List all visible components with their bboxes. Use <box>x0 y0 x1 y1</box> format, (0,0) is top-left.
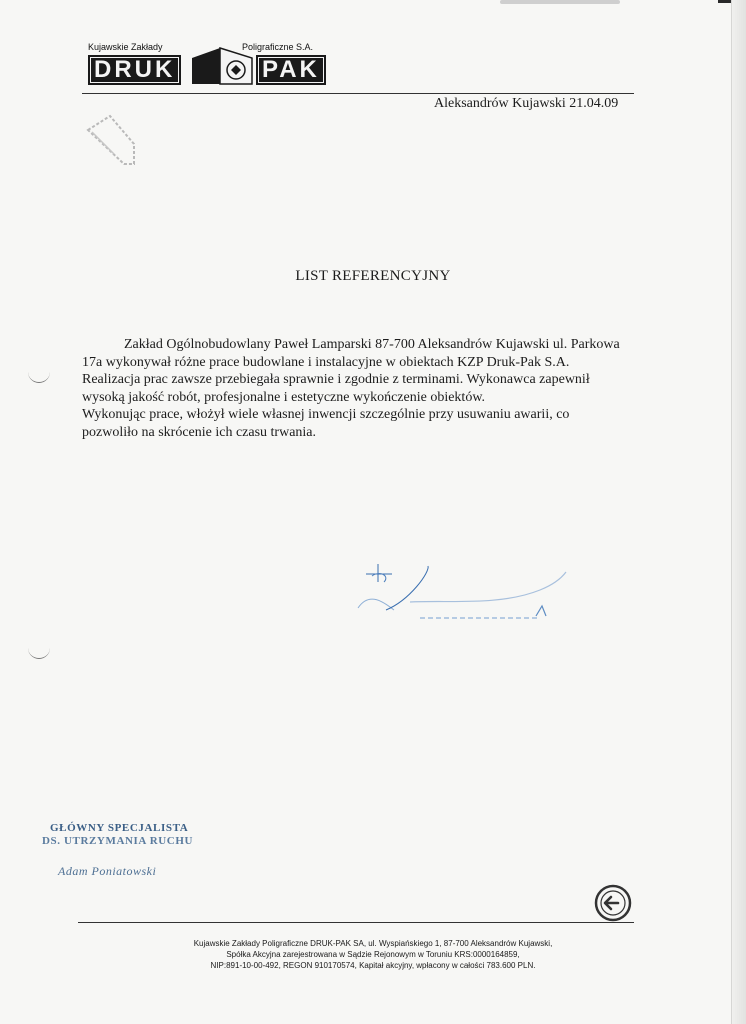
faint-diamond-stamp-icon <box>74 110 144 170</box>
header-divider <box>82 93 634 94</box>
stamp-title-line: GŁÓWNY SPECJALISTA <box>50 822 189 834</box>
punch-hole-mark <box>28 646 50 659</box>
logo-pak-word: PAK <box>256 55 326 85</box>
logo-emblem-icon <box>190 44 254 88</box>
scan-shadow <box>500 0 620 4</box>
body-paragraph: Realizacja prac zawsze przebiegała sprawnie i zgodnie z terminami. Wykonawca zapewnił wysoką jakość robót, profesjonalne i estetyczne wykończenie obiektów. <box>82 372 590 405</box>
logo-top-left-text: Kujawskie Zakłady <box>88 42 163 52</box>
company-logo <box>86 42 326 88</box>
stamp-department-line: DS. UTRZYMANIA RUCHU <box>42 835 194 847</box>
stamp-person-name: Adam Poniatowski <box>58 864 157 878</box>
punch-hole-mark <box>28 370 50 383</box>
body-paragraph: Zakład Ogólnobudowlany Paweł Lamparski 87-700 Aleksandrów Kujawski ul. Parkowa 17a wykonywał różne prace budowlane i instalacyjne w obiektach KZP Druk-Pak S.A. <box>82 337 620 370</box>
handwritten-signature <box>350 560 610 630</box>
letter-body <box>82 336 622 441</box>
body-paragraph: Wykonując prace, włożył wiele własnej inwencji szczególnie przy usuwaniu awarii, co pozwoliło na skrócenie ich czasu trwania. <box>82 407 570 440</box>
footer-line: Spółka Akcyjna zarejestrowana w Sądzie Rejonowym w Toruniu KRS:0000164859, <box>226 950 520 959</box>
scan-page-edge <box>731 0 746 1024</box>
company-footer <box>0 938 746 971</box>
place-and-date: Aleksandrów Kujawski 21.04.09 <box>434 96 619 111</box>
circled-left-arrow-icon[interactable] <box>594 884 632 922</box>
logo-druk-word: DRUK <box>88 55 181 85</box>
footer-line: Kujawskie Zakłady Poligraficzne DRUK-PAK SA, ul. Wyspiańskiego 1, 87-700 Aleksandrów Kujawski, <box>193 939 553 948</box>
footer-line: NIP:891-10-00-492, REGON 910170574, Kapitał akcyjny, wpłacony w całości 783.600 PLN. <box>210 961 536 970</box>
document-title: LIST REFERENCYJNY <box>295 268 451 284</box>
specialist-stamp <box>42 822 212 888</box>
footer-divider <box>78 922 634 923</box>
logo-top-right-text: Poligraficzne S.A. <box>242 42 314 52</box>
